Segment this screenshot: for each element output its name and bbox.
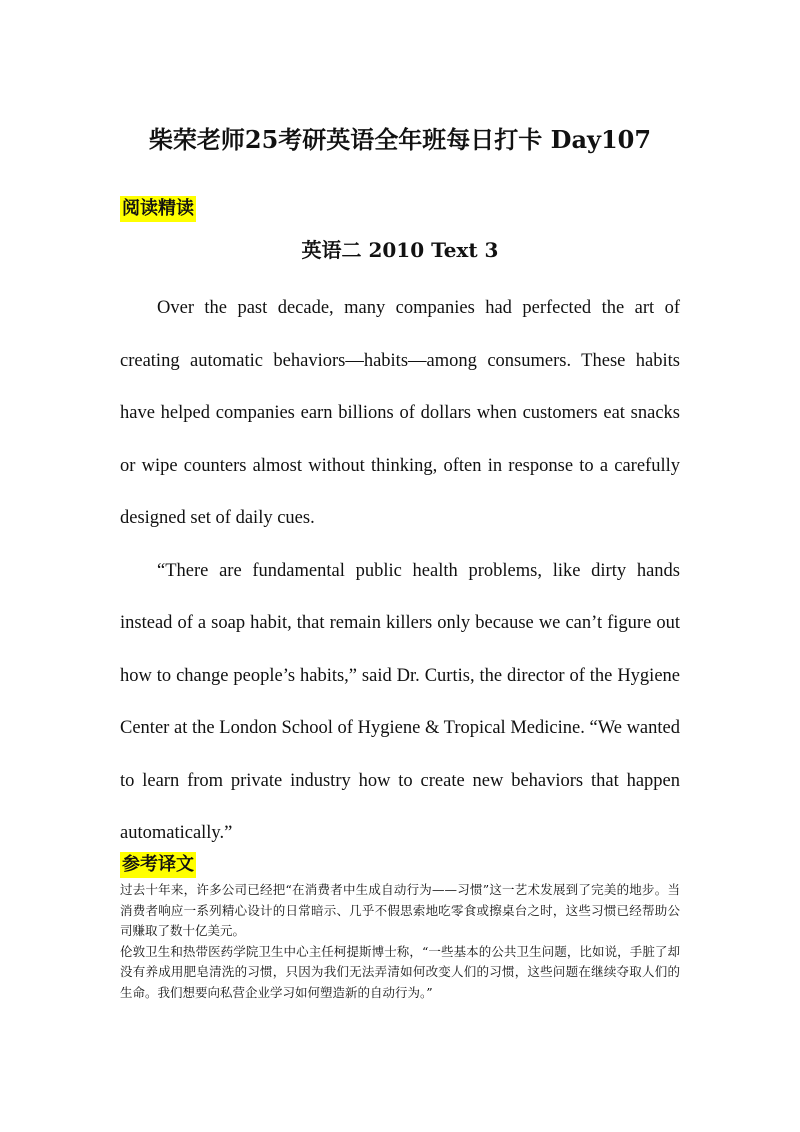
english-passage (120, 282, 680, 860)
translation-paragraph: 伦敦卫生和热带医药学院卫生中心主任柯提斯博士称，“一些基本的公共卫生问题，比如说，手脏了却没有养成用肥皂清洗的习惯，只因为我们无法弄清如何改变人们的习惯，这些问题在继续夺取人们的生命。我们想要向私营企业学习如何塑造新的自动行为。” (120, 943, 680, 1000)
chinese-translation (120, 880, 680, 1003)
section-label-translation: 参考译文 (120, 852, 196, 878)
page-title: 柴荣老师25考研英语全年班每日打卡 Day107 (148, 125, 652, 154)
section-label-reading: 阅读精读 (120, 196, 196, 222)
translation-paragraph: 过去十年来，许多公司已经把“在消费者中生成自动行为——习惯”这一艺术发展到了完美的地步。当消费者响应一系列精心设计的日常暗示、几乎不假思索地吃零食或擦桌台之时，这些习惯已经帮助公司赚取了数十亿美元。 (120, 882, 680, 938)
text-title: 英语二 2010 Text 3 (301, 238, 499, 262)
passage-paragraph: Over the past decade, many companies had perfected the art of creating automatic behaviors—habits—among consumers. These habits have helped companies earn billions of dollars when customers eat snacks or wipe counters almost without thinking, often in response to a carefully designed set of daily cues. (120, 298, 680, 528)
passage-paragraph: “There are fundamental public health problems, like dirty hands instead of a soap habit, that remain killers only because we can’t figure out how to change people’s habits,” said Dr. Curtis, the director of the Hygiene Center at the London School of Hygiene & Tropical Medicine. “We wanted to learn from private industry how to create new behaviors that happen automatically.” (120, 560, 680, 843)
